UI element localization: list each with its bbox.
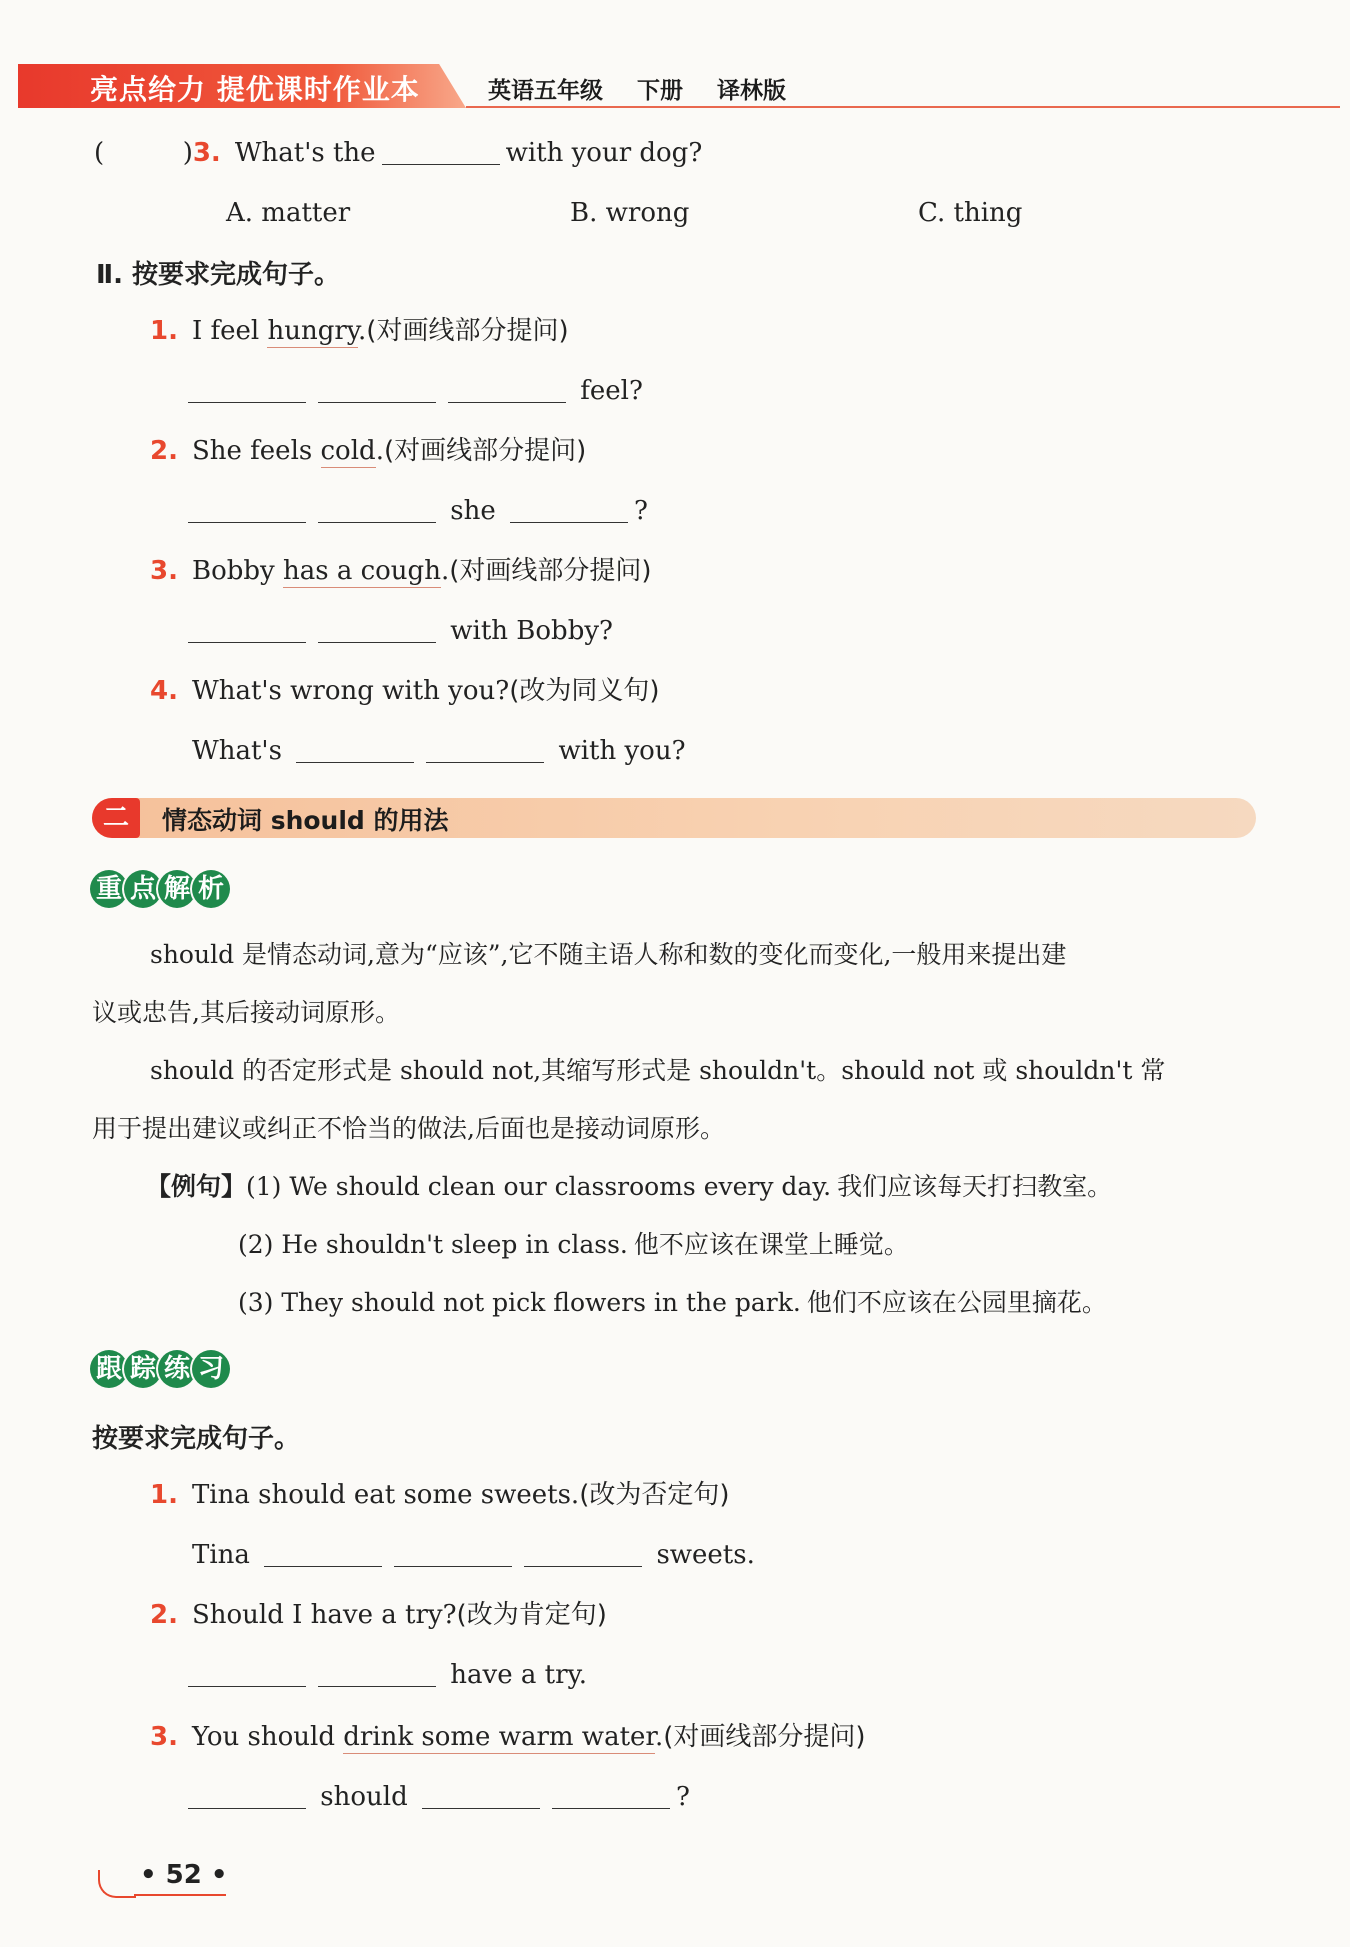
- badge-char: 析: [192, 870, 230, 908]
- answer-blank[interactable]: [318, 496, 436, 523]
- answer-bracket-open: (: [94, 138, 105, 168]
- practice-answer-1: [192, 1538, 755, 1572]
- item-instruction: (对画线部分提问): [449, 556, 652, 586]
- footer-curve: [98, 1870, 136, 1898]
- option-a[interactable]: A. matter: [226, 198, 351, 228]
- subject-label: 英语五年级: [488, 78, 603, 104]
- badge-char: 跟: [90, 1350, 128, 1388]
- edition-label: 译林版: [717, 78, 787, 104]
- answer-tail: sweets.: [656, 1540, 755, 1570]
- volume-label: 下册: [637, 78, 684, 104]
- item-instruction: (对画线部分提问): [663, 1722, 866, 1752]
- badge-char: 踪: [124, 1350, 162, 1388]
- item-number: 2.: [150, 436, 178, 466]
- item-number: 4.: [150, 676, 178, 706]
- practice-answer-3: [188, 1780, 690, 1814]
- book-info: [488, 72, 812, 105]
- item-punct: .: [375, 436, 384, 466]
- answer-word: she: [450, 496, 496, 526]
- example-3: [238, 1286, 1107, 1320]
- answer-word: should: [320, 1782, 408, 1812]
- item-instruction: (改为否定句): [579, 1480, 730, 1510]
- analysis-p2-line1: should 的否定形式是 should not,其缩写形式是 shouldn't。should not 或 shouldn't 常: [150, 1056, 1166, 1085]
- example-cn: 他不应该在课堂上睡觉。: [633, 1230, 909, 1259]
- analysis-p1-line2: 议或忠告,其后接动词原形。: [92, 998, 400, 1027]
- answer-blank[interactable]: [296, 736, 414, 763]
- item-number: 2.: [150, 1600, 178, 1630]
- practice-item-1: [150, 1478, 729, 1512]
- practice-item-2: [150, 1598, 607, 1632]
- example-label: 【例句】: [146, 1172, 247, 1201]
- underlined-text: hungry: [267, 316, 359, 346]
- answer-head: Tina: [192, 1540, 250, 1570]
- item-text: What's wrong with you?: [191, 676, 510, 706]
- item-text: Bobby: [191, 556, 283, 586]
- answer-tail: feel?: [580, 376, 643, 406]
- item-punct: .: [440, 556, 450, 586]
- answer-blank[interactable]: [318, 376, 436, 403]
- practice-answer-2: [188, 1658, 587, 1692]
- item-instruction: (对画线部分提问): [383, 436, 587, 466]
- item-text: I feel: [191, 316, 268, 346]
- answer-blank[interactable]: [318, 616, 436, 643]
- answer-blank[interactable]: [510, 496, 628, 523]
- item-punct: .: [654, 1722, 664, 1752]
- example-en: (1) We should clean our classrooms every day.: [246, 1172, 832, 1201]
- option-b[interactable]: B. wrong: [570, 198, 690, 228]
- practice-badge: [90, 1350, 226, 1388]
- answer-blank[interactable]: [188, 616, 306, 643]
- item-number: 3.: [150, 1722, 178, 1752]
- page-number: • 52 •: [140, 1860, 228, 1890]
- analysis-p2-line2: 用于提出建议或纠正不恰当的做法,后面也是接动词原形。: [92, 1114, 725, 1143]
- option-c[interactable]: C. thing: [918, 198, 1023, 228]
- footer-rule: [134, 1894, 226, 1896]
- example-en: (2) He shouldn't sleep in class.: [238, 1230, 628, 1259]
- answer-blank[interactable]: [448, 376, 566, 403]
- part2-answer-3: [188, 614, 613, 648]
- badge-char: 练: [158, 1350, 196, 1388]
- section-title: 情态动词 should 的用法: [162, 806, 449, 835]
- example-en: (3) They should not pick flowers in the park.: [238, 1288, 801, 1317]
- part2-item-2: [150, 434, 586, 468]
- answer-tail: have a try.: [450, 1660, 587, 1690]
- answer-tail: with Bobby?: [450, 616, 613, 646]
- part2-answer-4: [192, 734, 686, 768]
- item-instruction: (改为同义句): [509, 676, 660, 706]
- item-number: 1.: [150, 316, 178, 346]
- answer-blank[interactable]: [422, 1782, 540, 1809]
- analysis-p1-line1: should 是情态动词,意为“应该”,它不随主语人称和数的变化而变化,一般用来提出建: [150, 940, 1067, 969]
- example-2: [238, 1228, 909, 1262]
- answer-blank[interactable]: [524, 1540, 642, 1567]
- question-text: What's the: [234, 138, 376, 168]
- book-title: 亮点给力 提优课时作业本: [90, 73, 420, 106]
- practice-heading: 按要求完成句子。: [92, 1424, 301, 1454]
- underlined-text: cold: [320, 436, 376, 466]
- item-text: Tina should eat some sweets.: [191, 1480, 580, 1510]
- part2-item-1: [150, 314, 569, 348]
- badge-char: 点: [124, 870, 162, 908]
- item-text: You should: [191, 1722, 344, 1752]
- analysis-badge: [90, 870, 226, 908]
- answer-blank[interactable]: [188, 496, 306, 523]
- answer-blank[interactable]: [394, 1540, 512, 1567]
- item-number: 3.: [150, 556, 178, 586]
- part2-heading: Ⅱ. 按要求完成句子。: [96, 260, 341, 290]
- part2-answer-2: [188, 494, 648, 528]
- badge-char: 解: [158, 870, 196, 908]
- item-instruction: (改为肯定句): [456, 1600, 607, 1630]
- answer-blank[interactable]: [264, 1540, 382, 1567]
- answer-blank[interactable]: [188, 1782, 306, 1809]
- answer-blank[interactable]: [426, 736, 544, 763]
- answer-blank[interactable]: [318, 1660, 436, 1687]
- answer-tail: ?: [675, 1782, 690, 1812]
- answer-blank[interactable]: [188, 376, 306, 403]
- item-instruction: (对画线部分提问): [366, 316, 569, 346]
- q3-line: [94, 136, 702, 170]
- part2-answer-1: [188, 374, 643, 408]
- answer-head: What's: [192, 736, 282, 766]
- answer-blank[interactable]: [552, 1782, 670, 1809]
- badge-char: 重: [90, 870, 128, 908]
- example-1: [146, 1170, 1112, 1204]
- part2-item-3: [150, 554, 652, 588]
- item-punct: .: [358, 316, 367, 346]
- item-text: She feels: [191, 436, 321, 466]
- item-text: Should I have a try?: [191, 1600, 457, 1630]
- section-number: 二: [92, 798, 140, 838]
- badge-char: 习: [192, 1350, 230, 1388]
- underlined-text: drink some warm water: [343, 1722, 655, 1752]
- answer-blank[interactable]: [382, 138, 500, 165]
- practice-item-3: [150, 1720, 866, 1754]
- underlined-text: has a cough: [282, 556, 441, 586]
- answer-blank[interactable]: [188, 1660, 306, 1687]
- answer-tail: ?: [634, 496, 648, 526]
- question-number: 3.: [192, 138, 221, 168]
- example-cn: 他们不应该在公园里摘花。: [806, 1288, 1107, 1317]
- header-rule: [466, 106, 1340, 108]
- part2-item-4: [150, 674, 659, 708]
- answer-tail: with you?: [558, 736, 686, 766]
- example-cn: 我们应该每天打扫教室。: [837, 1172, 1113, 1201]
- answer-bracket-close: ): [182, 138, 193, 168]
- question-text-end: with your dog?: [505, 138, 703, 168]
- item-number: 1.: [150, 1480, 178, 1510]
